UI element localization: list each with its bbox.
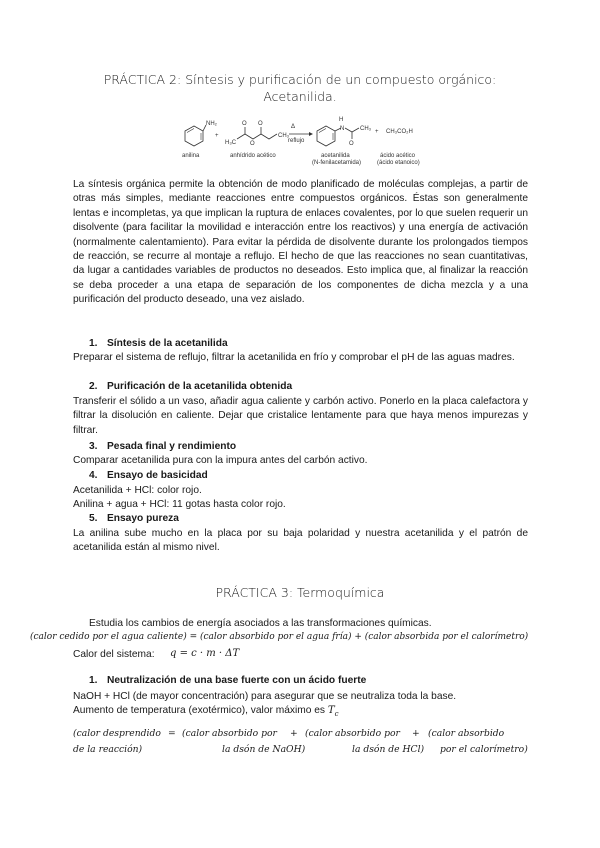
section-1-title: Síntesis de la acetanilida (107, 338, 228, 349)
p3-section-1-num: 1. (89, 675, 98, 686)
section-2-heading (89, 380, 292, 394)
label-acetanilida: acetanilida (321, 153, 350, 159)
p3-section-1-line2 (73, 704, 339, 721)
eq-row1-col1: (calor desprendido (73, 728, 161, 739)
section-4-heading (89, 469, 208, 483)
eq-row2-col1: de la reacción) (73, 744, 143, 755)
acetic-acid-formula: CH₃CO₂H (386, 129, 413, 135)
nh2-label: NH₂ (206, 121, 217, 127)
section-1-heading (89, 337, 228, 351)
h-label: H (339, 117, 344, 123)
practica2-title-line1: PRÁCTICA 2: Síntesis y purificación de un compuesto orgánico: (103, 72, 497, 87)
tc-symbol (327, 705, 339, 719)
section-1-num: 1. (89, 338, 98, 349)
section-2-title: Purificación de la acetanilida obtenida (107, 381, 293, 392)
section-2-num: 2. (89, 381, 98, 392)
section-3-heading (89, 440, 236, 454)
label-anhidrido: anhídrido acético (230, 153, 276, 159)
plus-sign-1: + (215, 133, 219, 139)
reaction-scheme (175, 113, 445, 171)
label-acido: ácido acético (380, 153, 416, 159)
eq-row2-col3: la dsón de HCl) (352, 744, 425, 755)
section-3-body: Comparar acetanilida pura con la impura antes del carbón activo. (73, 455, 368, 466)
eq-row1-plus1: + (290, 728, 298, 739)
eq-row2-col4: por el calorímetro) (440, 744, 528, 755)
reaction-arrow (288, 124, 313, 144)
tc-letter: T (327, 705, 335, 716)
delta-label: Δ (291, 124, 296, 130)
eq-row1-eq: = (168, 728, 176, 739)
section-5-body: La anilina sube mucho en la placa por su baja polaridad y nuestra acetanilida y el patrón de acetanilida están al mismo nivel. (73, 528, 528, 554)
calor-sistema-label: Calor del sistema: (73, 649, 155, 660)
section-4-num: 4. (89, 470, 98, 481)
anhydride-structure (225, 121, 290, 147)
o-label-4: O (349, 141, 354, 147)
practica3-intro: Estudia los cambios de energía asociados a las transformaciones químicas. (89, 618, 432, 629)
practica2-intro: La síntesis orgánica permite la obtención de modo planificado de moléculas complejas, a partir de otras más simples, mediante reacciones entre compuestos orgánicos. Éstas son generalmente lentas e incompletas, ya que implican la ruptura de enlaces covalentes, por lo que suelen requerir un disolvente (para facilitar la movilidad e interacción entre los reactivos) y una energía de activación (normalmente calentamiento). Para evitar la pérdida de disolvente durante los prolongados tiempos de reacción, se recurre al montaje a reflujo. El hecho de que las reacciones no sean cuantitativas, da lugar a cantidades variables de productos no deseados. Esto implica que, al finalizar la reacción se deba proceder a una etapa de separación de los componentes de dicha mezcla y a una purificación del producto deseado, una vez aislado. (73, 179, 528, 306)
h3c-label: H₃C (225, 140, 237, 146)
p3-section-1-title: Neutralización de una base fuerte con un ácido fuerte (107, 675, 367, 686)
section-3-title: Pesada final y rendimiento (107, 441, 237, 452)
practica3-equation1: (calor cedido por el agua caliente) = (calor absorbido por el agua fría) + (calor absorbida por el calorímetro) (30, 632, 529, 642)
ch3-label: CH₃ (278, 133, 290, 139)
acetanilide-structure (317, 117, 372, 147)
label-acido-sub: (ácido etanoico) (377, 160, 420, 166)
label-anilina: anilina (182, 153, 200, 159)
eq-row1-plus2: + (412, 728, 420, 739)
tc-subscript: c (334, 710, 339, 719)
label-acetanilida-sub: (N-fenilacetamida) (312, 160, 362, 166)
o-label-2: O (258, 121, 263, 127)
calor-formula: q = c · m · ΔT (170, 648, 240, 659)
practica2-title-line2: Acetanilida. (263, 89, 337, 104)
aniline-structure (185, 121, 218, 146)
section-3-num: 3. (89, 441, 98, 452)
section-2-body: Transferir el sólido a un vaso, añadir agua caliente y carbón activo. Ponerlo en la placa calefactora y filtrar la disolución en caliente. Dejar que cristalice lentamente para que haya menos impurezas y filtrar. (73, 396, 528, 436)
o-label-1: O (242, 121, 247, 127)
eq-row2-col2: la dsón de NaOH) (222, 744, 306, 755)
section-5-num: 5. (89, 513, 98, 524)
reflux-label: reflujo (288, 138, 305, 144)
section-4-line2: Anilina + agua + HCl: 11 gotas hasta color rojo. (73, 499, 286, 510)
p3-section-1-line2-text: Aumento de temperatura (exotérmico), valor máximo es (73, 705, 325, 716)
plus-sign-2: + (375, 129, 379, 135)
section-4-title: Ensayo de basicidad (107, 470, 208, 481)
o-label-3: O (250, 141, 255, 147)
section-4-line1: Acetanilida + HCl: color rojo. (73, 485, 202, 496)
section-5-heading (89, 512, 179, 526)
p3-section-1-heading (89, 674, 366, 688)
practica3-title: PRÁCTICA 3: Termoquímica (215, 585, 385, 600)
n-label: N (340, 126, 345, 132)
eq-row1-col3: (calor absorbido por (305, 728, 400, 739)
eq-row1-col4: (calor absorbido (428, 728, 505, 739)
section-1-body: Preparar el sistema de reflujo, filtrar la acetanilida en frío y comprobar el pH de las aguas madres. (73, 352, 515, 363)
p3-section-1-line1: NaOH + HCl (de mayor concentración) para asegurar que se neutraliza toda la base. (73, 691, 457, 702)
section-5-title: Ensayo pureza (107, 513, 179, 524)
eq-row1-col2: (calor absorbido por (182, 728, 277, 739)
ch3-label-2: CH₃ (360, 126, 372, 132)
